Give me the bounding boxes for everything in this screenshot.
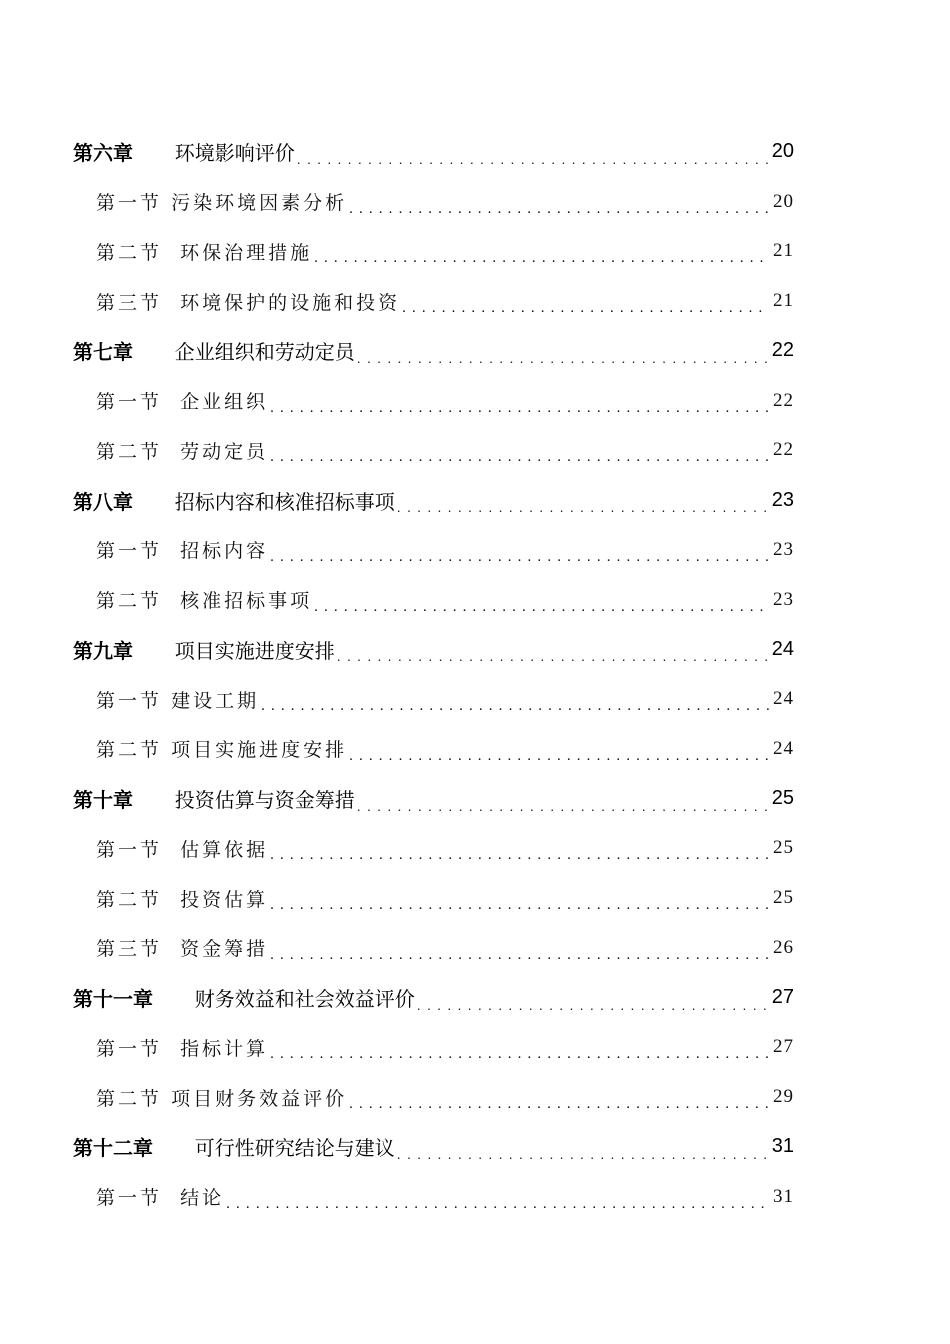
- toc-entry-gap: [162, 1036, 180, 1058]
- toc-dot-leader: [397, 499, 768, 525]
- toc-entry-gap: [162, 688, 171, 710]
- toc-page-number: 27: [771, 986, 794, 1009]
- toc-entry-title: 招标内容和核准招标事项: [174, 489, 395, 514]
- toc-entry-gap: [133, 787, 175, 811]
- toc-entry-gap: [162, 589, 180, 611]
- toc-dot-leader: [357, 350, 768, 376]
- toc-entry-gap: [162, 937, 180, 959]
- toc-entry-number: 第八章: [73, 489, 133, 514]
- toc-page-number: 22: [771, 339, 794, 362]
- toc-entry-number: 第一节: [96, 540, 163, 563]
- toc-page-number: 25: [773, 887, 794, 909]
- toc-dot-leader: [314, 599, 769, 625]
- toc-entry-title: 指标计算: [180, 1037, 269, 1060]
- toc-section-entry[interactable]: [0, 674, 950, 724]
- toc-page-number: 24: [771, 637, 794, 660]
- toc-page-number: 22: [773, 389, 794, 411]
- toc-dot-leader: [270, 897, 769, 923]
- toc-entry-gap: [162, 1186, 180, 1208]
- toc-entry-gap: [162, 539, 180, 561]
- toc-page-number: 29: [773, 1086, 794, 1108]
- toc-entry-title: 估算依据: [180, 838, 269, 861]
- toc-page-number: 24: [773, 688, 794, 710]
- toc-entry-title: 环境保护的设施和投资: [180, 291, 401, 314]
- toc-entry-gap: [162, 439, 180, 461]
- toc-entry-number: 第二节: [96, 241, 163, 264]
- toc-entry-number: 第二节: [96, 590, 163, 613]
- toc-entry-title: 财务效益和社会效益评价: [194, 987, 415, 1012]
- toc-entry-title: 劳动定员: [180, 440, 269, 463]
- toc-entry-gap: [133, 637, 175, 661]
- toc-section-entry[interactable]: [0, 227, 950, 277]
- toc-entry-number: 第六章: [73, 141, 133, 166]
- toc-page-number: 31: [771, 1135, 794, 1158]
- toc-chapter-entry[interactable]: [0, 127, 950, 177]
- toc-entry-title: 投资估算与资金筹措: [174, 788, 355, 813]
- toc-dot-leader: [349, 748, 769, 774]
- toc-entry-title: 项目实施进度安排: [171, 739, 348, 762]
- toc-chapter-entry[interactable]: [0, 625, 950, 675]
- toc-entry-number: 第一节: [96, 391, 163, 414]
- toc-dot-leader: [270, 549, 769, 575]
- toc-section-entry[interactable]: [0, 575, 950, 625]
- toc-entry-title: 招标内容: [180, 540, 269, 563]
- toc-entry-number: 第二节: [96, 739, 163, 762]
- toc-section-entry[interactable]: [0, 1023, 950, 1073]
- toc-entry-number: 第三节: [96, 291, 163, 314]
- toc-section-entry[interactable]: [0, 824, 950, 874]
- toc-page-number: 21: [773, 240, 794, 262]
- toc-page-number: 31: [773, 1185, 794, 1207]
- toc-dot-leader: [417, 997, 768, 1023]
- toc-entry-gap: [162, 390, 180, 412]
- toc-entry-title: 核准招标事项: [180, 590, 313, 613]
- toc-entry-title: 企业组织和劳动定员: [174, 340, 355, 365]
- toc-entry-number: 第九章: [73, 638, 133, 663]
- toc-entry-number: 第二节: [96, 888, 163, 911]
- toc-entry-title: 项目财务效益评价: [171, 1087, 348, 1110]
- toc-page-number: 20: [773, 190, 794, 212]
- toc-entry-gap: [162, 240, 180, 262]
- toc-section-entry[interactable]: [0, 276, 950, 326]
- toc-page-number: 20: [771, 140, 794, 163]
- toc-entry-title: 企业组织: [180, 391, 269, 414]
- toc-page-number: 27: [773, 1036, 794, 1058]
- toc-entry-title: 环境影响评价: [174, 141, 295, 166]
- toc-page-number: 22: [773, 439, 794, 461]
- toc-entry-gap: [162, 738, 171, 760]
- toc-section-entry[interactable]: [0, 873, 950, 923]
- toc-entry-gap: [162, 887, 180, 909]
- toc-entry-title: 污染环境因素分析: [171, 192, 348, 215]
- toc-chapter-entry[interactable]: [0, 326, 950, 376]
- toc-section-entry[interactable]: [0, 1172, 950, 1222]
- toc-entry-gap: [133, 339, 175, 363]
- toc-page-number: 21: [773, 290, 794, 312]
- toc-dot-leader: [397, 1146, 768, 1172]
- toc-entry-number: 第十章: [73, 788, 133, 813]
- toc-entry-title: 环保治理措施: [180, 241, 313, 264]
- toc-entry-gap: [162, 290, 180, 312]
- toc-entry-number: 第一节: [96, 192, 163, 215]
- toc-entry-number: 第一节: [96, 1187, 163, 1210]
- toc-section-entry[interactable]: [0, 525, 950, 575]
- toc-entry-number: 第一节: [96, 689, 163, 712]
- toc-dot-leader: [349, 1096, 769, 1122]
- toc-dot-leader: [402, 300, 769, 326]
- toc-entry-title: 资金筹措: [180, 938, 269, 961]
- toc-chapter-entry[interactable]: [0, 475, 950, 525]
- toc-section-entry[interactable]: [0, 1072, 950, 1122]
- table-of-contents: [0, 127, 950, 1222]
- toc-section-entry[interactable]: [0, 177, 950, 227]
- toc-dot-leader: [270, 947, 769, 973]
- toc-entry-number: 第二节: [96, 1087, 163, 1110]
- toc-dot-leader: [297, 151, 768, 177]
- toc-entry-number: 第三节: [96, 938, 163, 961]
- toc-page-number: 25: [771, 787, 794, 810]
- toc-entry-number: 第一节: [96, 838, 163, 861]
- toc-entry-number: 第十二章: [73, 1136, 153, 1161]
- toc-page-number: 23: [771, 488, 794, 511]
- toc-entry-number: 第二节: [96, 440, 163, 463]
- toc-section-entry[interactable]: [0, 724, 950, 774]
- toc-entry-gap: [133, 488, 175, 512]
- toc-dot-leader: [270, 847, 769, 873]
- toc-entry-gap: [133, 140, 175, 164]
- toc-section-entry[interactable]: [0, 426, 950, 476]
- toc-page-number: 24: [773, 737, 794, 759]
- toc-dot-leader: [349, 201, 769, 227]
- toc-page-number: 26: [773, 936, 794, 958]
- toc-section-entry[interactable]: [0, 376, 950, 426]
- toc-chapter-entry[interactable]: [0, 1122, 950, 1172]
- toc-entry-gap: [153, 1135, 195, 1159]
- toc-dot-leader: [270, 400, 769, 426]
- toc-entry-title: 投资估算: [180, 888, 269, 911]
- toc-entry-title: 建设工期: [171, 689, 260, 712]
- toc-entry-number: 第十一章: [73, 987, 153, 1012]
- toc-entry-title: 结论: [180, 1187, 225, 1210]
- toc-entry-title: 可行性研究结论与建议: [194, 1136, 395, 1161]
- toc-dot-leader: [270, 449, 769, 475]
- toc-entry-gap: [162, 1086, 171, 1108]
- toc-entry-gap: [153, 986, 195, 1010]
- toc-entry-number: 第七章: [73, 340, 133, 365]
- toc-section-entry[interactable]: [0, 923, 950, 973]
- toc-dot-leader: [261, 698, 769, 724]
- toc-entry-gap: [162, 191, 171, 213]
- toc-entry-number: 第一节: [96, 1037, 163, 1060]
- toc-dot-leader: [314, 250, 769, 276]
- toc-entry-gap: [162, 837, 180, 859]
- toc-dot-leader: [357, 798, 768, 824]
- toc-page-number: 25: [773, 837, 794, 859]
- toc-dot-leader: [226, 1196, 769, 1222]
- toc-dot-leader: [337, 648, 768, 674]
- toc-entry-title: 项目实施进度安排: [174, 638, 335, 663]
- toc-dot-leader: [270, 1046, 769, 1072]
- toc-chapter-entry[interactable]: [0, 973, 950, 1023]
- toc-page-number: 23: [773, 538, 794, 560]
- toc-page-number: 23: [773, 588, 794, 610]
- toc-chapter-entry[interactable]: [0, 774, 950, 824]
